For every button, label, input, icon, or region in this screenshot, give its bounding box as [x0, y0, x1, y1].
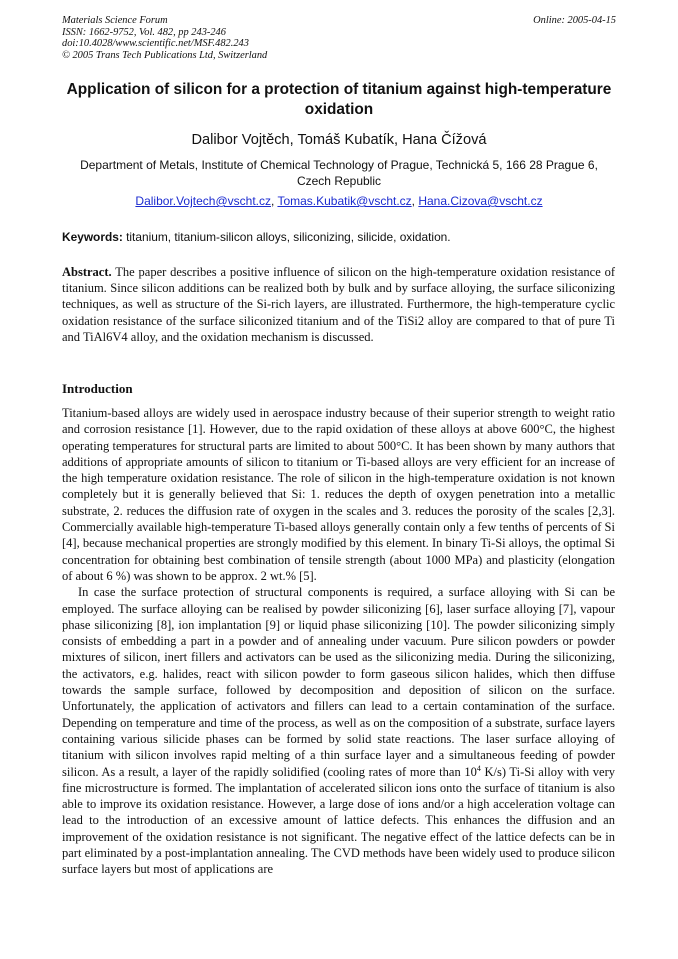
author-emails [62, 193, 616, 209]
email-link-vojtech[interactable]: Dalibor.Vojtech@vscht.cz [135, 194, 271, 208]
journal-name: Materials Science Forum [62, 15, 168, 26]
introduction-body [62, 405, 615, 878]
journal-doi: doi:10.4028/www.scientific.net/MSF.482.243 [62, 38, 249, 49]
journal-header [62, 15, 616, 61]
introduction-heading: Introduction [62, 381, 133, 396]
paper-title: Application of silicon for a protection of titanium against high-temperature oxidation [66, 81, 612, 118]
journal-copyright: © 2005 Trans Tech Publications Ltd, Switzerland [62, 49, 268, 61]
online-date: Online: 2005-04-15 [533, 15, 616, 26]
journal-issn: ISSN: 1662-9752, Vol. 482, pp 243-246 [62, 26, 226, 38]
paragraph-2-text-start: In case the surface protection of structural components is required, a surface alloying with Si can be employed. The surface alloying can be realised by powder siliconizing [6], laser surface alloying [7], vapour phase siliconizing [8], ion implantation [9] or liquid phase siliconizing [10]. The powder siliconizing simply consists of embedding a part in a powder and of annealing under vacuum. Pure silicon powders or powder mixtures of silicon, inert fillers and activators can be used as the siliconizing media. During the siliconizing, the activators, e.g. halides, react with silicon powder to form gaseous silicon halides, which then diffuse towards the sample surface, followed by decomposition and deposition of silicon on the surface. Unfortunately, the application of activators and fillers can lead to a certain contamination of the surface. Depending on temperature and time of the process, as well as on the composition of a substrate, surface layers containing various silicide phases can be formed by solid state reactions. The laser surface alloying of titanium with silicon involves rapid melting of a thin surface layer and a simultaneous feeding of powder silicon. As a result, a layer of the rapidly solidified (cooling rates of more than 10 [62, 585, 615, 779]
keywords-text: titanium, titanium-silicon alloys, siliconizing, silicide, oxidation. [126, 230, 451, 244]
email-separator: , [411, 194, 419, 208]
author-affiliation: Department of Metals, Institute of Chemical Technology of Prague, Technická 5, 166 28 Prague 6, Czech Republic [80, 158, 598, 188]
abstract-paragraph [62, 264, 615, 345]
superscript-exponent: 4 [476, 763, 481, 773]
paragraph-2-text-end: K/s) Ti-Si alloy with very fine microstructure is formed. The implantation of accelerated silicon ions onto the surface of titanium is also able to improve its oxidation resistance. However, a large dose of ions and/or a high acceleration voltage can lead to the introduction of an excessive amount of lattice defects. This enhances the diffusion and an improvement of the oxidation resistance is not significant. The negative effect of the lattice defects can be in part eliminated by a post-implantation annealing. The CVD methods have been widely used to produce silicon surface layers but most of applications are [62, 764, 615, 877]
paper-authors: Dalibor Vojtěch, Tomáš Kubatík, Hana Čížová [191, 132, 487, 148]
email-link-cizova[interactable]: Hana.Cizova@vscht.cz [418, 194, 543, 208]
abstract-label: Abstract. [62, 265, 112, 279]
email-separator: , [270, 194, 278, 208]
keywords-line [62, 229, 616, 245]
introduction-paragraph-1: Titanium-based alloys are widely used in aerospace industry because of their superior strength to weight ratio and corrosion resistance [1]. However, due to the rapid oxidation of these alloys at above 600°C, the highest operating temperatures for structural parts are limited to about 500°C. It has been shown by many authors that additions of appropriate amounts of silicon to titanium or Ti-based alloys are very efficient for an increase of the high temperature oxidation resistance. The role of silicon in the high-temperature oxidation is not known completely but it is generally believed that Si: 1. reduces the depth of oxygen penetration into a metallic substrate, 2. reduces the diffusion rate of oxygen in the scales and 3. reduces the porosity of the scales [2,3]. Commercially available high-temperature Ti-based alloys generally contain only a few tenths of percents of Si [4], because mechanical properties are strongly modified by this element. In binary Ti-Si alloys, the optimal Si concentration for obtaining best combination of tensile strength (about 1000 MPa) and plasticity (elongation of about 6 %) was shown to be approx. 2 wt.% [5]. [62, 406, 616, 583]
keywords-label: Keywords: [62, 230, 123, 244]
abstract-text: The paper describes a positive influence of silicon on the high-temperature oxidation resistance of titanium. Since silicon additions can be realized both by bulk and by surface alloying, the surface siliconizing techniques, as well as structure of the Si-rich layers, are illustrated. Furthermore, the high-temperature cyclic oxidation resistance of the surface siliconized titanium and of the TiSi2 alloy are compared to that of pure Ti and TiAl6V4 alloy, and the oxidation mechanism is discussed. [62, 265, 615, 344]
email-link-kubatik[interactable]: Tomas.Kubatik@vscht.cz [277, 194, 412, 208]
introduction-paragraph-2 [62, 584, 615, 877]
